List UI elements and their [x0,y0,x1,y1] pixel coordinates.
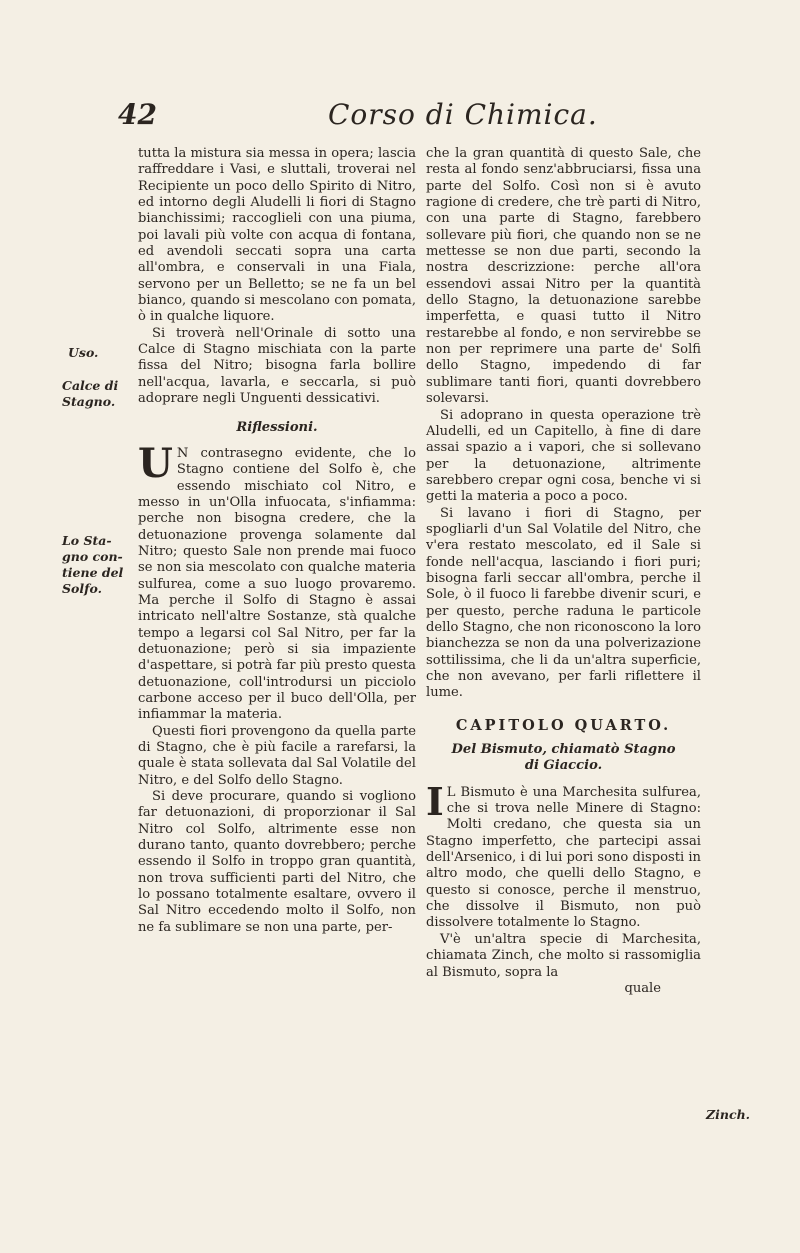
drop-cap-u: U [138,439,173,487]
page-header [0,98,800,138]
section-heading-riflessioni: Riflessioni. [236,419,318,435]
page-number: 42 [118,98,157,131]
margin-note-calce [62,378,118,410]
left-column [138,146,416,936]
left-paragraph-3 [138,439,416,724]
margin-note-calce-line2: Stagno. [62,394,116,409]
margin-note-zinch: Zinch. [706,1107,751,1122]
margin-note-lo-stagno-line2: gno con- [62,549,123,564]
left-paragraph-2: Si troverà nell'Orinale di sotto una Calce di Stagno mischiata con la parte fissa del Nitro; bisogna farla bollire nell'acqua, lavarla, e seccarla, si può adoprare negli Unguenti dessicativi. [138,325,416,407]
left-paragraph-4: Questi fiori provengono da quella parte di Stagno, che è più facile a rarefarsi, la quale è stata sollevata dal Sal Volatile del Nitro, e del Solfo dello Stagno. [138,723,416,788]
right-paragraph-1: che la gran quantità di questo Sale, che resta al fondo senz'abbruciarsi, fissa una parte del Solfo. Così non si è avuto ragione di credere, che trè parti di Nitro, con una parte di Stagno, farebbero sollevare più fiori, che quando non se ne mettesse se non due parti, secondo la nostra descrizzione: perche all'ora essendovi assai Nitro per la quantità dello Stagno, la detuonazione sarebbe imperfetta, e quasi tutto il Nitro restarebbe al fondo, e non servirebbe se non per reprimere una parte de' Solfi dello Stagno, impedendo di far sublimare tanti fiori, quanti dovrebbero solevarsi. [426,146,701,407]
left-paragraph-5: Si deve procurare, quando si vogliono far detuonazioni, di proporzionar il Sal Nitro col Solfo, altrimente esse non durano tanto, quanto dovrebbero; perche essendo il Solfo in troppo gran quantità, non trova sufficienti parti del Nitro, che lo possano totalmente esaltare, ovvero il Sal Nitro eccedendo molto il Solfo, non ne fa sublimare se non una parte, per- [138,789,416,935]
left-paragraph-3-text: N contrasegno evidente, che lo Stagno contiene del Solfo è, che essendo mischiato col Nitro, e messo in un'Olla infuocata, s'infiamma: perche non bisogna credere, che la detuonazione provenga solamente dal Nitro; questo Sale non prende mai fuoco se non sia mescolato con qualche materia sulfurea, come a suo luogo provaremo. Ma perche il Solfo di Stagno è assai intricato nell'altre Sostanze, stà qualche tempo a legarsi col Sal Nitro, per far la detuonazione; però si sia impaziente d'aspettare, si potrà far più presto questa detuonazione, coll'introdursi un picciolo carbone acceso per il buco dell'Olla, per infiammar la materia. [138,445,416,723]
left-paragraph-1: tutta la mistura sia messa in opera; lascia raffreddare i Vasi, e sluttali, troverai nel Recipiente un poco dello Spirito di Nitro, ed intorno degli Aludelli li fiori di Stagno bianchissimi; raccoglieli con una piuma, poi lavali più volte con acqua di fontana, ed avendoli seccati sopra una carta all'ombra, e conservali in una Fiala, servono per un Belletto; se ne fa un bel bianco, quando si mescolano con pomata, ò in qualche liquore. [138,146,416,325]
margin-note-lo-stagno-line1: Lo Sta- [62,533,112,548]
catchword: quale [624,980,661,996]
chapter-title-line2: di Giaccio. [524,758,603,774]
right-paragraph-2: Si adoprano in questa operazione trè Aludelli, ed un Capitello, à fine di dare assai spazio a i vapori, che si sollevano per la detuonazione, altrimente sarebbero crepar ogni cosa, benche vi si getti la materia a poco a poco. [426,407,701,505]
margin-note-lo-stagno-line4: Solfo. [62,581,102,596]
chapter-heading: CAPITOLO QUARTO. [455,716,672,734]
running-head: Corso di Chimica. [328,98,598,131]
right-paragraph-4-text: L Bismuto è una Marchesita sulfurea, che si trova nelle Minere di Stagno: Molti credano, che questa sia un Stagno imperfetto, che partecipi assai dell'Arsenico, i di lui pori sono disposti in altro modo, che quelli dello Stagno, e questo si conosce, perche il menstruo, che dissolve il Bismuto, non può dissolvere totalmente lo Stagno. [426,784,701,931]
margin-note-lo-stagno [62,533,123,597]
chapter-title-line1: Del Bismuto, chiamatò Stagno [451,742,676,758]
right-paragraph-5: V'è un'altra specie di Marchesita, chiamata Zinch, che molto si rassomiglia al Bismuto, sopra la [426,931,701,980]
margin-note-uso: Uso. [68,345,99,360]
margin-note-calce-line1: Calce di [62,378,119,393]
right-paragraph-4 [426,778,701,932]
margin-note-lo-stagno-line3: tiene del [62,565,124,580]
right-column [426,146,701,997]
drop-cap-i: I [426,778,444,824]
right-paragraph-3: Si lavano i fiori di Stagno, per spogliarli d'un Sal Volatile del Nitro, che v'era restato mescolato, ed il Sale si fonde nell'acqua, lasciando i fiori puri; bisogna farli seccar all'ombra, perche il Sole, ò il fuoco li farebbe divenir scuri, e per questo, perche raduna le particole dello Stagno, che non riconoscono la loro bianchezza se non da una polverizazione sottilissima, che li da un'altra superficie, che non avevano, per farli riflettere il lume. [426,505,701,701]
